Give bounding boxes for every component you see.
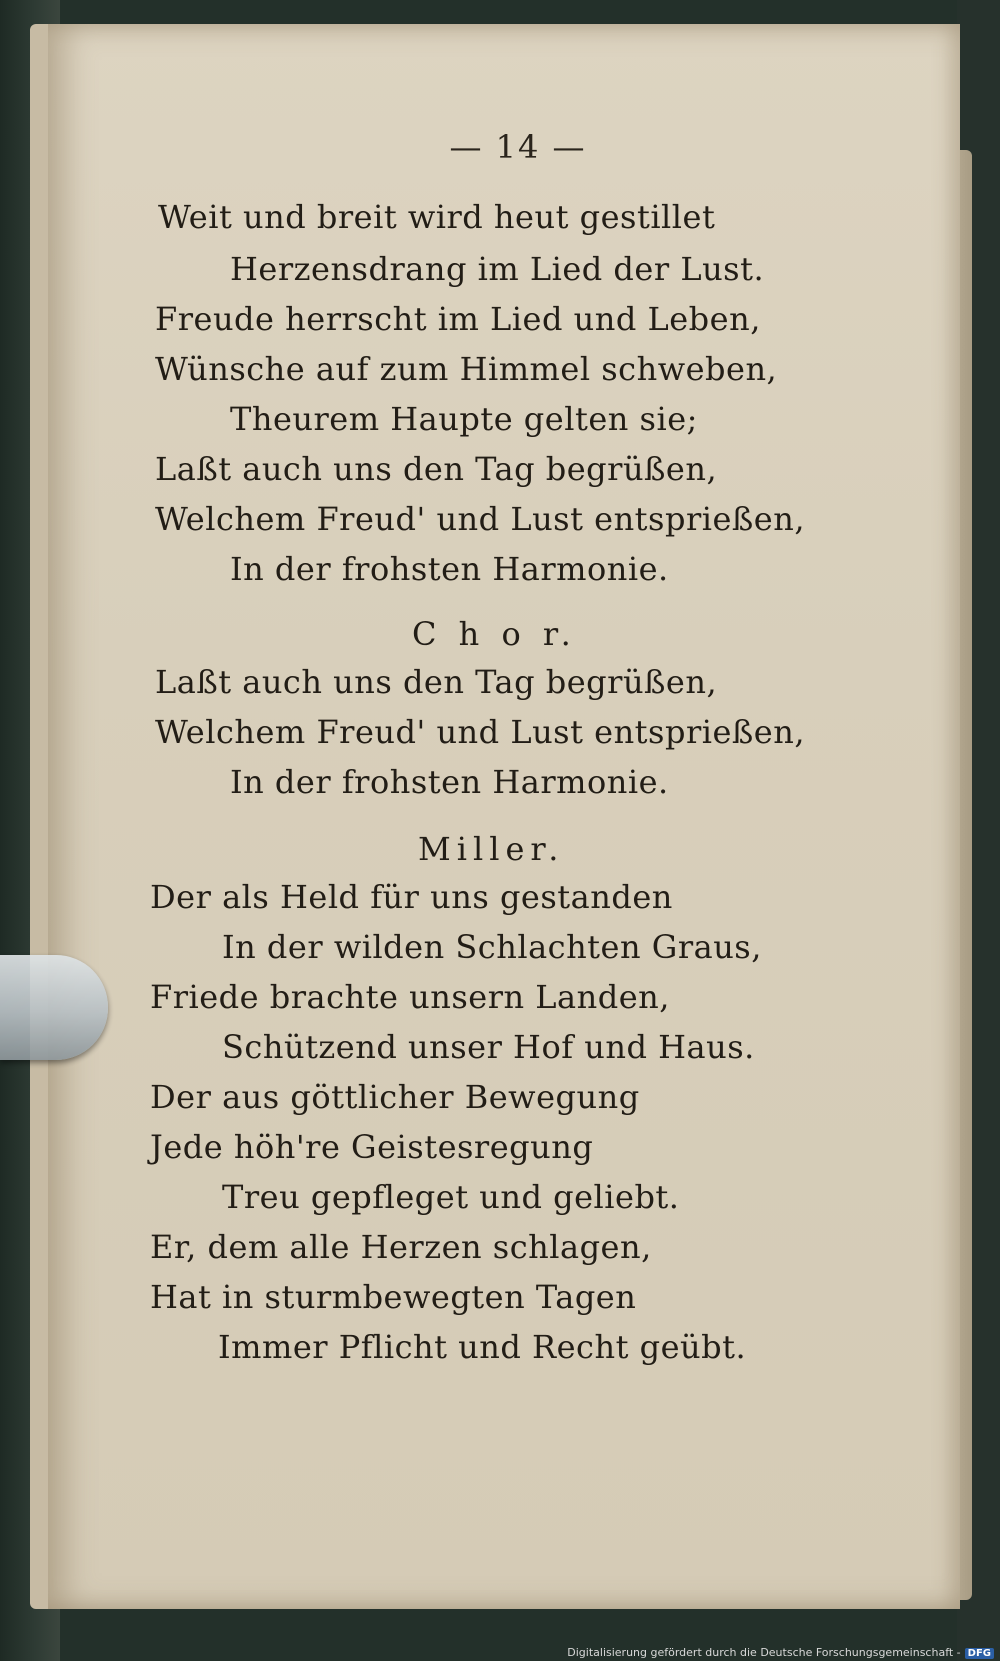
verse-line: Schützend unser Hof und Haus. [222, 1028, 755, 1066]
dfg-logo: DFG [965, 1648, 994, 1659]
verse-line: In der wilden Schlachten Graus, [222, 928, 762, 966]
verse-line: Wünsche auf zum Himmel schweben, [155, 350, 778, 388]
verse-line: Laßt auch uns den Tag begrüßen, [155, 450, 718, 488]
verse-line: Welchem Freud' und Lust entsprießen, [155, 500, 805, 538]
verse-line: Hat in sturmbewegten Tagen [150, 1278, 637, 1316]
verse-line: Der aus göttlicher Bewegung [150, 1078, 640, 1116]
verse-line: In der frohsten Harmonie. [230, 763, 669, 801]
verse-line: Treu gepfleget und geliebt. [222, 1178, 680, 1216]
verse-line: Herzensdrang im Lied der Lust. [230, 250, 765, 288]
digitization-credit [567, 1646, 994, 1659]
verse-line: Freude herrscht im Lied und Leben, [155, 300, 761, 338]
page-clip [0, 955, 108, 1060]
page-number: — 14 — [449, 128, 587, 166]
verse-line: Laßt auch uns den Tag begrüßen, [155, 663, 718, 701]
verse-line: Er, dem alle Herzen schlagen, [150, 1228, 652, 1266]
verse-line: Jede höh're Geistesregung [150, 1128, 594, 1166]
verse-line: In der frohsten Harmonie. [230, 550, 669, 588]
verse-line: Weit und breit wird heut gestillet [158, 198, 716, 236]
section-heading-chor: C h o r. [412, 615, 577, 653]
verse-line: Theurem Haupte gelten sie; [230, 400, 698, 438]
verse-line: Friede brachte unsern Landen, [150, 978, 670, 1016]
verse-line: Der als Held für uns gestanden [150, 878, 673, 916]
credit-text: Digitalisierung gefördert durch die Deutsche Forschungsgemeinschaft - [567, 1646, 961, 1659]
section-heading-miller: Miller. [418, 830, 565, 868]
verse-line: Welchem Freud' und Lust entsprießen, [155, 713, 805, 751]
verse-line: Immer Pflicht und Recht geübt. [218, 1328, 747, 1366]
